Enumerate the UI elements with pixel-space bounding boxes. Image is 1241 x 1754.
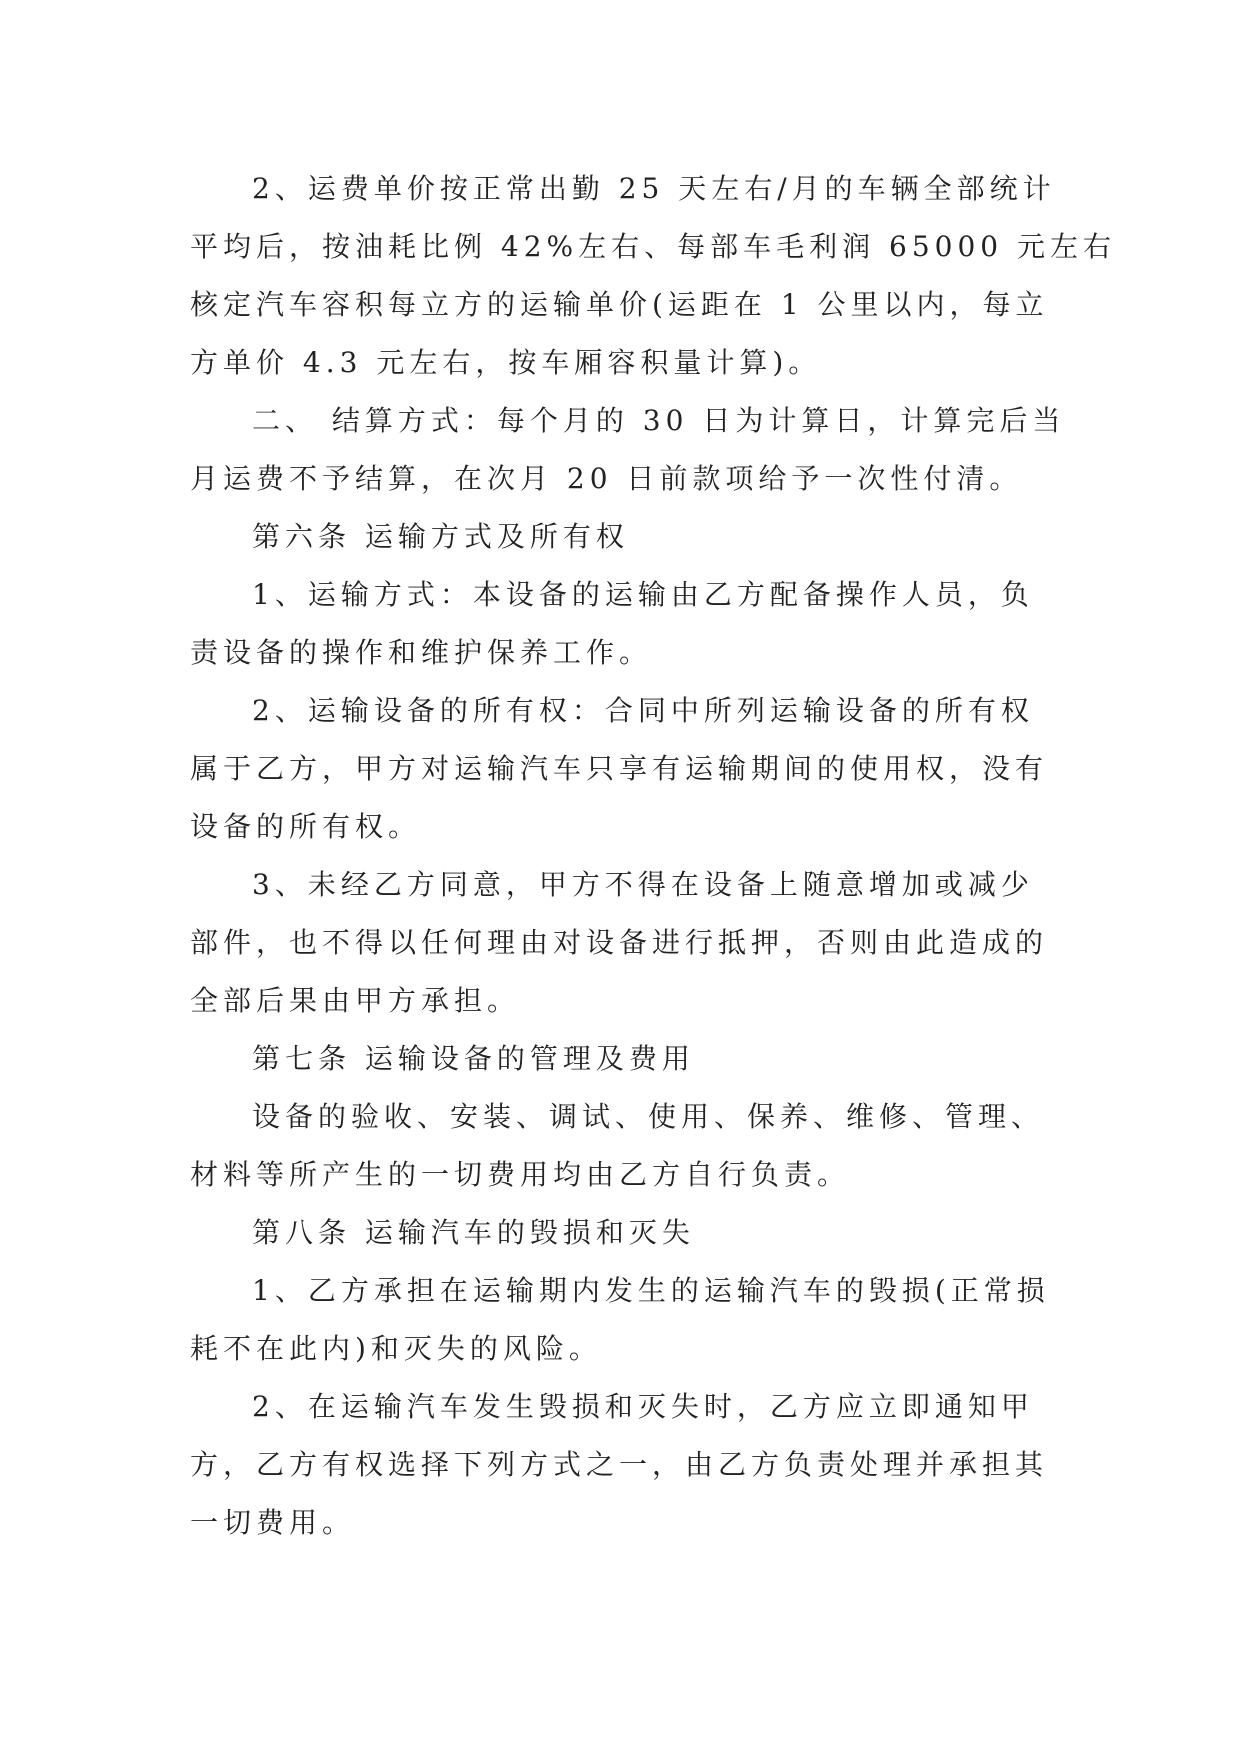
paragraph-line: 平均后，按油耗比例 42%左右、每部车毛利润 65000 元左右 [190,230,1117,263]
paragraph-line: 2、运费单价按正常出勤 25 天左右/月的车辆全部统计 [252,172,1056,205]
paragraph-line: 方单价 4.3 元左右，按车厢容积量计算)。 [190,346,822,379]
paragraph-line: 核定汽车容积每立方的运输单价(运距在 1 公里以内，每立 [190,288,1049,321]
paragraph-line: 属于乙方，甲方对运输汽车只享有运输期间的使用权，没有 [190,752,1049,785]
document-body [190,160,1117,1552]
paragraph-line: 2、在运输汽车发生毁损和灭失时，乙方应立即通知甲 [252,1390,1034,1423]
paragraph-line: 2、运输设备的所有权：合同中所列运输设备的所有权 [252,694,1034,727]
paragraph-line: 部件，也不得以任何理由对设备进行抵押，否则由此造成的 [190,926,1049,959]
paragraph-line: 一切费用。 [190,1506,356,1539]
paragraph-line: 材料等所产生的一切费用均由乙方自行负责。 [190,1158,851,1191]
paragraph-line: 责设备的操作和维护保养工作。 [190,636,653,669]
paragraph-line: 月运费不予结算，在次月 20 日前款项给予一次性付清。 [190,462,1023,495]
paragraph-line: 1、乙方承担在运输期内发生的运输汽车的毁损(正常损 [252,1274,1050,1307]
paragraph-line: 设备的所有权。 [190,810,422,843]
paragraph-line: 全部后果由甲方承担。 [190,984,521,1017]
section-heading: 第七条 运输设备的管理及费用 [252,1042,695,1075]
paragraph-line: 3、未经乙方同意，甲方不得在设备上随意增加或减少 [252,868,1034,901]
paragraph-line: 方，乙方有权选择下列方式之一，由乙方负责处理并承担其 [190,1448,1049,1481]
paragraph-line: 二、 结算方式：每个月的 30 日为计算日，计算完后当 [252,404,1066,437]
section-heading: 第六条 运输方式及所有权 [252,520,629,553]
section-heading: 第八条 运输汽车的毁损和灭失 [252,1216,695,1249]
paragraph-line: 设备的验收、安装、调试、使用、保养、维修、管理、 [252,1100,1045,1133]
paragraph-line: 耗不在此内)和灭失的风险。 [190,1332,602,1365]
paragraph-line: 1、运输方式：本设备的运输由乙方配备操作人员，负 [252,578,1034,611]
